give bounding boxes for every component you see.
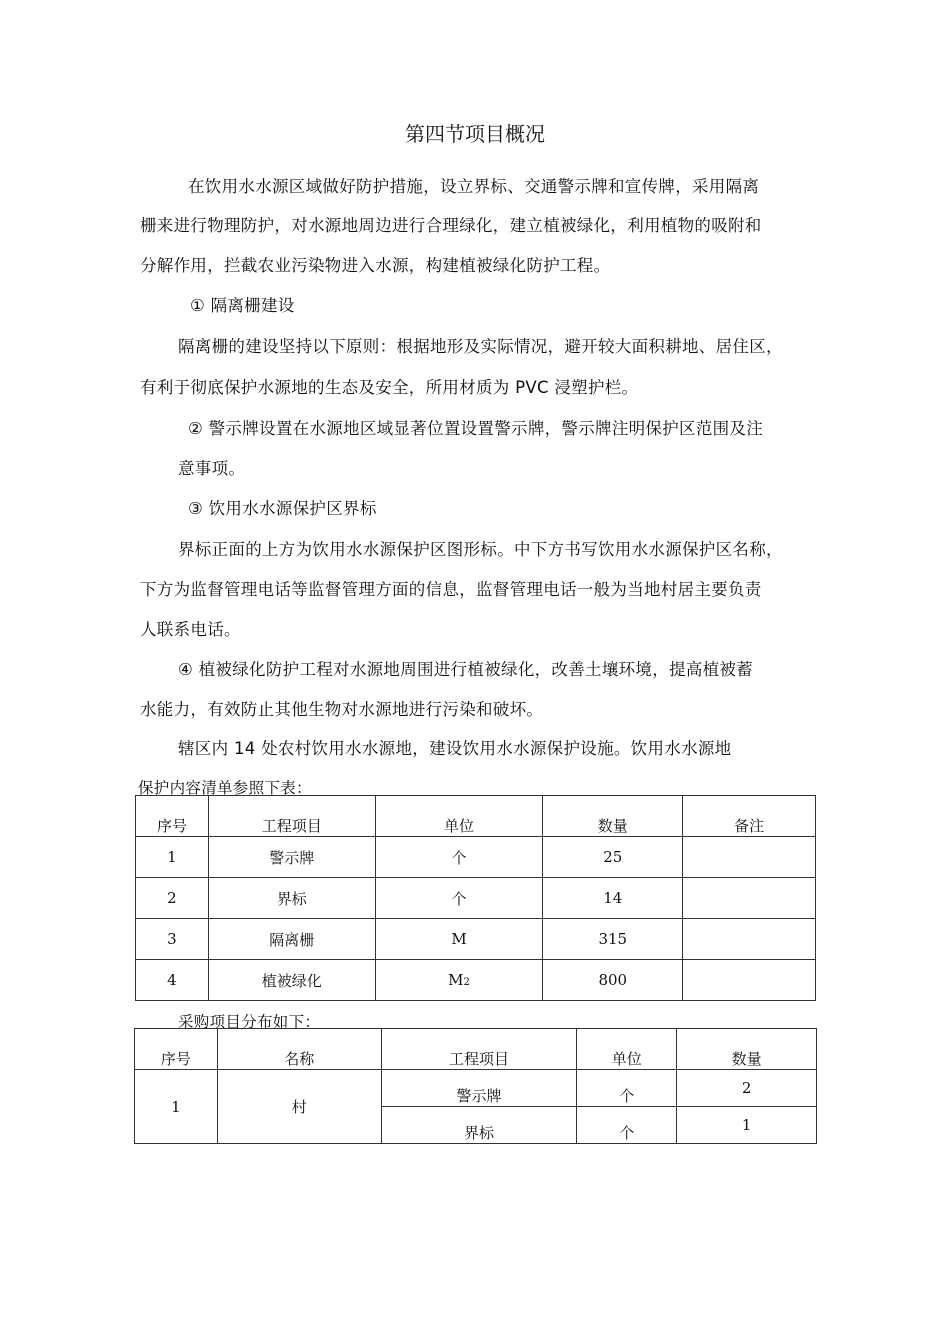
table-row [135,1070,817,1107]
cell-qty: 1 [677,1107,817,1144]
table-row [136,837,816,878]
paragraph-line: 有利于彻底保护水源地的生态及安全，所用材质为 PVC 浸塑护栏。 [140,378,639,397]
cell-no: 1 [135,1070,218,1144]
table-caption: 采购项目分布如下： [178,1013,321,1031]
cell-note [683,960,816,1001]
protection-content-table [135,795,816,1001]
cell-qty: 315 [543,919,683,960]
paragraph-line: 分解作用，拦截农业污染物进入水源，构建植被绿化防护工程。 [140,256,611,275]
unit-text: M [448,971,464,989]
header-cell: 工程项目 [208,796,375,837]
cell-item: 植被绿化 [208,960,375,1001]
header-cell: 单位 [375,796,543,837]
section-heading: ① 隔离栅建设 [190,296,295,315]
paragraph-line: 人联系电话。 [140,620,241,639]
table-row [136,878,816,919]
section-heading: ④ 植被绿化防护工程对水源地周围进行植被绿化，改善土壤环境，提高植被蓄 [178,660,754,679]
cell-unit: 个 [577,1107,677,1144]
cell-no: 4 [136,960,209,1001]
cell-item: 警示牌 [208,837,375,878]
header-cell: 序号 [135,1029,218,1070]
cell-item: 界标 [208,878,375,919]
paragraph-line: 在饮用水水源区域做好防护措施，设立界标、交通警示牌和宣传牌，采用隔离 [188,177,760,196]
cell-note [683,919,816,960]
cell-no: 3 [136,919,209,960]
table-caption: 保护内容清单参照下表： [138,779,312,797]
cell-item: 警示牌 [381,1070,577,1107]
header-cell: 单位 [577,1029,677,1070]
header-cell: 数量 [677,1029,817,1070]
cell-unit: 个 [375,837,543,878]
cell-no: 2 [136,878,209,919]
paragraph-line: 界标正面的上方为饮用水水源保护区图形标。中下方书写饮用水水源保护区名称， [178,540,783,559]
page-title: 第四节项目概况 [405,122,545,146]
table-header-row [135,1029,817,1070]
header-cell: 名称 [217,1029,381,1070]
header-cell: 序号 [136,796,209,837]
table-row [136,919,816,960]
cell-qty: 25 [543,837,683,878]
cell-unit: 个 [577,1070,677,1107]
cell-note [683,837,816,878]
paragraph-line: 下方为监督管理电话等监督管理方面的信息，监督管理电话一般为当地村居主要负责 [140,580,762,599]
procurement-distribution-table [134,1028,817,1144]
paragraph-line: 隔离栅的建设坚持以下原则：根据地形及实际情况，避开较大面积耕地、居住区， [178,337,783,356]
paragraph-line: 辖区内 14 处农村饮用水水源地，建设饮用水水源保护设施。饮用水水源地 [178,739,732,758]
cell-item: 界标 [381,1107,577,1144]
paragraph-line: 意事项。 [178,459,246,478]
table-header-row [136,796,816,837]
paragraph-line: 栅来进行物理防护，对水源地周边进行合理绿化，建立植被绿化，利用植物的吸附和 [140,216,762,235]
cell-qty: 14 [543,878,683,919]
table-row [136,960,816,1001]
cell-qty: 800 [543,960,683,1001]
unit-superscript: 2 [463,977,470,988]
section-heading: ② 警示牌设置在水源地区域显著位置设置警示牌，警示牌注明保护区范围及注 [188,419,764,438]
cell-item: 隔离栅 [208,919,375,960]
cell-unit: M [375,919,543,960]
cell-name: 村 [217,1070,381,1144]
section-heading: ③ 饮用水水源保护区界标 [188,499,377,518]
cell-unit [375,960,543,1001]
paragraph-line: 水能力，有效防止其他生物对水源地进行污染和破坏。 [140,700,544,719]
cell-note [683,878,816,919]
header-cell: 备注 [683,796,816,837]
cell-no: 1 [136,837,209,878]
cell-qty: 2 [677,1070,817,1107]
cell-unit: 个 [375,878,543,919]
header-cell: 工程项目 [381,1029,577,1070]
header-cell: 数量 [543,796,683,837]
